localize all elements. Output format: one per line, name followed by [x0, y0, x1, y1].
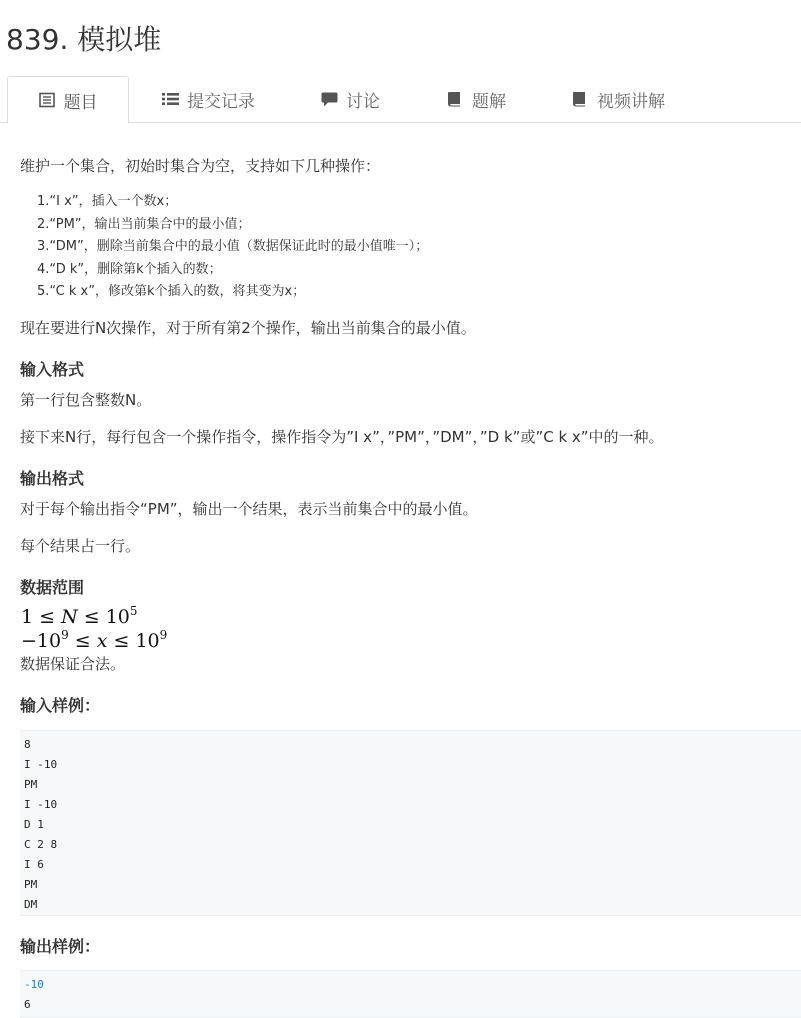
input-format-line2: 接下来N行，每行包含一个操作指令，操作指令为”I x”，”PM”，”DM”，”D k”或”C k x”中的一种。 [20, 428, 664, 446]
page-title: 839. 模拟堆 [6, 23, 162, 56]
sample-input-heading: 输入样例： [20, 696, 101, 715]
book-icon [572, 91, 588, 107]
code-line: PM [24, 778, 38, 791]
code-line: I -10 [24, 798, 58, 811]
tab-label: 题解 [472, 91, 506, 112]
sample-input-block[interactable] [20, 730, 801, 916]
output-format-line2: 每个结果占一行。 [20, 537, 141, 555]
tab-label: 视频讲解 [597, 91, 665, 112]
range-formula-n: $1 \le N \le 10^5$ [21, 604, 138, 628]
tab-label: 题目 [63, 92, 98, 113]
input-format-line1: 第一行包含整数N。 [20, 391, 152, 409]
range-formula-x: $-10^9 \le x \le 10^9$ [21, 628, 168, 652]
tab-label: 讨论 [346, 91, 380, 112]
tab-discussion[interactable] [321, 76, 380, 122]
output-format-line1: 对于每个输出指令“PM”，输出一个结果，表示当前集合中的最小值。 [20, 500, 478, 518]
list-box-icon [39, 92, 55, 108]
code-line: I 6 [24, 858, 44, 871]
list-item: 1.“I x”，插入一个数x； [37, 194, 178, 209]
code-line: 6 [24, 998, 31, 1011]
code-line: -10 [24, 978, 44, 991]
sample-output-block[interactable] [20, 970, 801, 1018]
comment-icon [321, 91, 337, 107]
operation-list [37, 191, 428, 304]
tab-submissions[interactable] [162, 76, 255, 122]
intro-text: 维护一个集合，初始时集合为空，支持如下几种操作： [20, 157, 381, 175]
tab-problem[interactable] [7, 76, 129, 124]
list-item: 5.“C k x”，修改第k个插入的数，将其变为x； [37, 284, 306, 299]
sample-output-heading: 输出样例： [20, 937, 101, 956]
list-item: 2.“PM”，输出当前集合中的最小值； [37, 216, 251, 232]
code-line: DM [24, 898, 38, 911]
code-line: C 2 8 [24, 838, 58, 851]
code-line: 8 [24, 738, 31, 751]
code-line: D 1 [24, 818, 44, 831]
list-icon [162, 91, 178, 107]
range-note: 数据保证合法。 [20, 655, 126, 673]
data-range-heading: 数据范围 [20, 578, 85, 597]
output-format-heading: 输出格式 [20, 469, 85, 488]
tab-bar [0, 76, 801, 123]
tab-video[interactable] [572, 76, 665, 122]
book-icon [447, 91, 463, 107]
code-line: PM [24, 878, 38, 891]
list-item: 3.“DM”，删除当前集合中的最小值（数据保证此时的最小值唯一）； [37, 239, 429, 254]
tab-solutions[interactable] [447, 76, 506, 122]
list-item: 4.“D k”，删除第k个插入的数； [37, 261, 222, 277]
input-format-heading: 输入格式 [20, 360, 85, 379]
task-text: 现在要进行N次操作，对于所有第2个操作，输出当前集合的最小值。 [20, 319, 476, 337]
tab-label: 提交记录 [187, 91, 255, 112]
code-line: I -10 [24, 758, 58, 771]
